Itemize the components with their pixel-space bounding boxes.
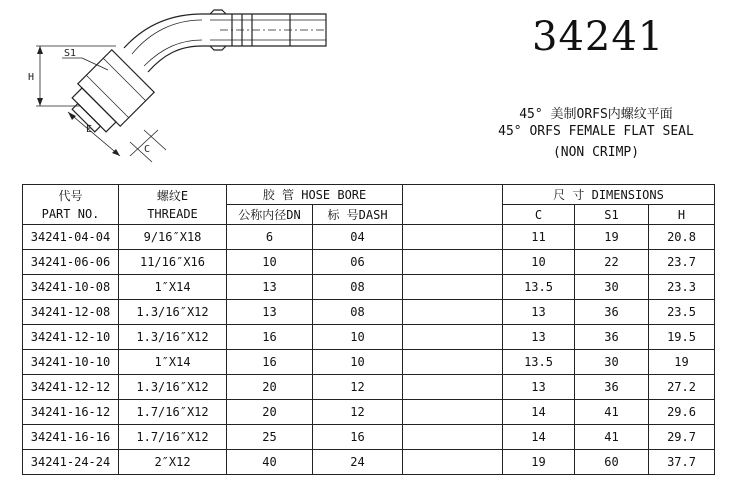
header-part-en: PART NO. — [41, 206, 100, 221]
table-row — [23, 375, 715, 400]
cell-s1: 19 — [575, 225, 649, 250]
cell-part: 34241-12-08 — [23, 300, 119, 325]
cell-dn: 16 — [227, 350, 313, 375]
table-row — [23, 350, 715, 375]
cell-part: 34241-10-08 — [23, 275, 119, 300]
cell-dash: 10 — [313, 325, 403, 350]
cell-s1: 30 — [575, 275, 649, 300]
cell-thread: 1.7/16″X12 — [119, 425, 227, 450]
label-c: C — [144, 144, 151, 155]
cell-dash: 08 — [313, 275, 403, 300]
cell-dash: 12 — [313, 375, 403, 400]
cell-h: 37.7 — [649, 450, 715, 475]
description-line-en: 45° ORFS FEMALE FLAT SEAL — [498, 124, 694, 139]
cell-c: 13 — [503, 325, 575, 350]
cell-thread: 11/16″X16 — [119, 250, 227, 275]
cell-h: 27.2 — [649, 375, 715, 400]
cell-s1: 22 — [575, 250, 649, 275]
cell-dash: 12 — [313, 400, 403, 425]
cell-part: 34241-16-12 — [23, 400, 119, 425]
table-row — [23, 225, 715, 250]
cell-s1: 41 — [575, 425, 649, 450]
part-number-title: 34241 — [532, 14, 665, 60]
cell-blank — [403, 300, 503, 325]
table-row — [23, 275, 715, 300]
cell-s1: 36 — [575, 300, 649, 325]
cell-c: 13 — [503, 300, 575, 325]
cell-dn: 40 — [227, 450, 313, 475]
table-row — [23, 250, 715, 275]
cell-part: 34241-12-10 — [23, 325, 119, 350]
cell-c: 19 — [503, 450, 575, 475]
header-hose-bore: 胶 管 HOSE BORE — [227, 185, 403, 205]
cell-h: 23.3 — [649, 275, 715, 300]
cell-blank — [403, 450, 503, 475]
cell-dn: 6 — [227, 225, 313, 250]
cell-blank — [403, 425, 503, 450]
cell-thread: 2″X12 — [119, 450, 227, 475]
cell-dn: 20 — [227, 375, 313, 400]
cell-blank — [403, 400, 503, 425]
cell-part: 34241-10-10 — [23, 350, 119, 375]
cell-thread: 1.7/16″X12 — [119, 400, 227, 425]
cell-dn: 13 — [227, 300, 313, 325]
cell-dash: 16 — [313, 425, 403, 450]
cell-part: 34241-04-04 — [23, 225, 119, 250]
cell-dn: 20 — [227, 400, 313, 425]
header-dn: 公称内径DN — [227, 205, 313, 225]
header-thread-cn: 螺纹E — [156, 188, 189, 203]
cell-part: 34241-12-12 — [23, 375, 119, 400]
cell-dn: 16 — [227, 325, 313, 350]
cell-s1: 60 — [575, 450, 649, 475]
cell-dash: 06 — [313, 250, 403, 275]
table-row — [23, 425, 715, 450]
cell-s1: 36 — [575, 375, 649, 400]
cell-dash: 04 — [313, 225, 403, 250]
table-row — [23, 400, 715, 425]
cell-blank — [403, 275, 503, 300]
table-row — [23, 325, 715, 350]
cell-blank — [403, 375, 503, 400]
cell-thread: 1″X14 — [119, 350, 227, 375]
cell-h: 29.7 — [649, 425, 715, 450]
hex-nut — [62, 50, 154, 142]
cell-dash: 10 — [313, 350, 403, 375]
cell-part: 34241-16-16 — [23, 425, 119, 450]
cell-blank — [403, 350, 503, 375]
cell-s1: 30 — [575, 350, 649, 375]
cell-c: 13.5 — [503, 275, 575, 300]
header-c: C — [503, 205, 575, 225]
cell-part: 34241-06-06 — [23, 250, 119, 275]
cell-c: 13.5 — [503, 350, 575, 375]
cell-h: 23.7 — [649, 250, 715, 275]
cell-dn: 10 — [227, 250, 313, 275]
cell-dn: 13 — [227, 275, 313, 300]
cell-s1: 41 — [575, 400, 649, 425]
cell-thread: 1″X14 — [119, 275, 227, 300]
header-dimensions: 尺 寸 DIMENSIONS — [503, 185, 715, 205]
cell-blank — [403, 250, 503, 275]
cell-s1: 36 — [575, 325, 649, 350]
cell-h: 20.8 — [649, 225, 715, 250]
description-line-type: (NON CRIMP) — [552, 145, 640, 160]
cell-h: 29.6 — [649, 400, 715, 425]
table-row — [23, 300, 715, 325]
cell-h: 19.5 — [649, 325, 715, 350]
label-h: H — [28, 72, 35, 83]
cell-thread: 1.3/16″X12 — [119, 375, 227, 400]
cell-h: 23.5 — [649, 300, 715, 325]
header-thread-en: THREADE — [147, 206, 198, 221]
cell-thread: 9/16″X18 — [119, 225, 227, 250]
cell-c: 14 — [503, 400, 575, 425]
header-blank — [403, 185, 503, 225]
cell-blank — [403, 225, 503, 250]
cell-c: 13 — [503, 375, 575, 400]
header-part-no — [23, 185, 119, 225]
header-part-cn: 代号 — [58, 188, 83, 203]
cell-h: 19 — [649, 350, 715, 375]
cell-dn: 25 — [227, 425, 313, 450]
label-s1: S1 — [64, 48, 77, 59]
cell-c: 14 — [503, 425, 575, 450]
header-dash: 标 号DASH — [313, 205, 403, 225]
cell-dash: 24 — [313, 450, 403, 475]
label-e: E — [86, 124, 93, 135]
cell-thread: 1.3/16″X12 — [119, 325, 227, 350]
fitting-drawing — [20, 6, 350, 174]
cell-blank — [403, 325, 503, 350]
cell-c: 10 — [503, 250, 575, 275]
cell-thread: 1.3/16″X12 — [119, 300, 227, 325]
fitting-bend — [124, 14, 202, 72]
cell-part: 34241-24-24 — [23, 450, 119, 475]
cell-c: 11 — [503, 225, 575, 250]
cell-dash: 08 — [313, 300, 403, 325]
spec-table — [22, 184, 715, 475]
header-h: H — [649, 205, 715, 225]
table-row — [23, 450, 715, 475]
header-s1: S1 — [575, 205, 649, 225]
header-thread — [119, 185, 227, 225]
description-line-cn: 45° 美制ORFS内螺纹平面 — [519, 107, 673, 122]
